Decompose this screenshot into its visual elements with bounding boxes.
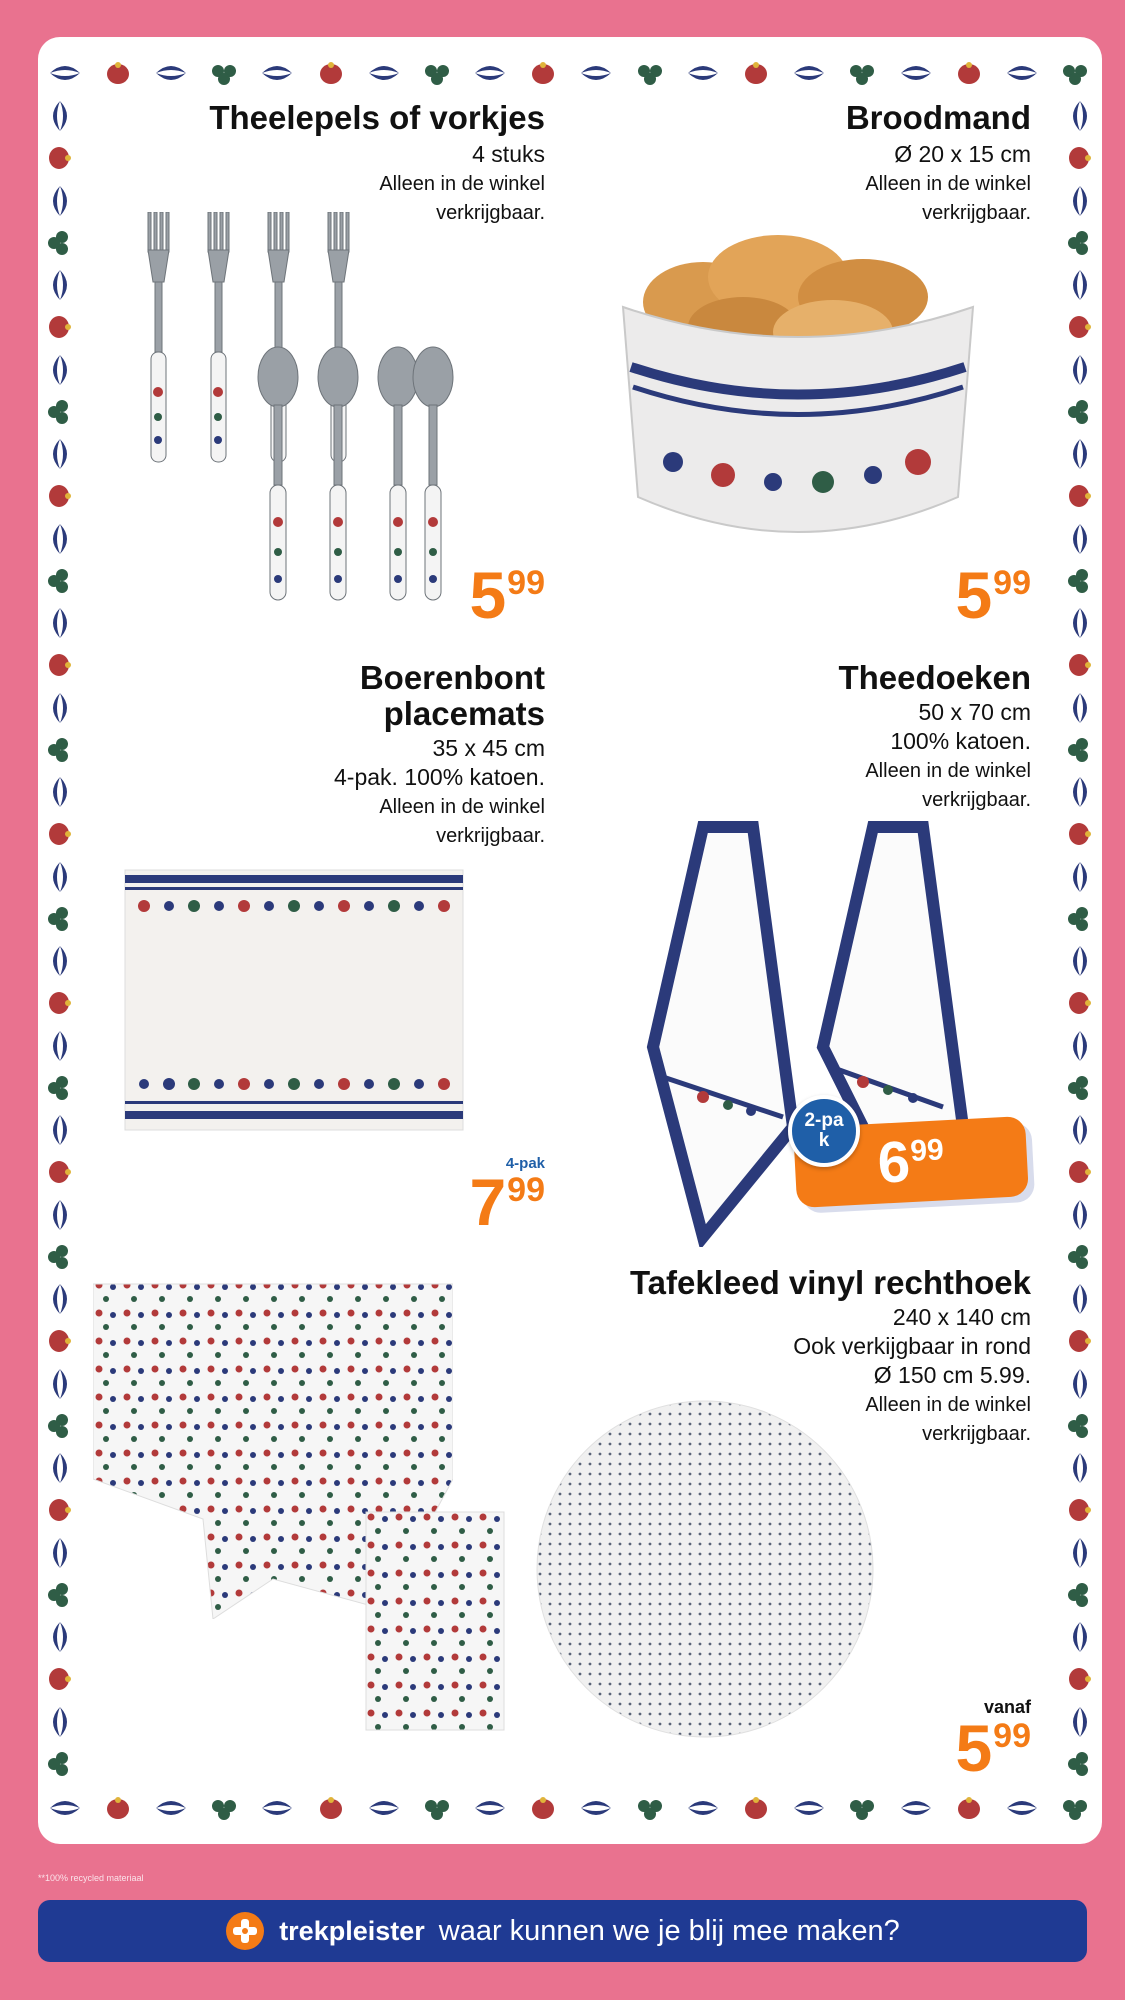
green-leaf-ornament-icon bbox=[1066, 226, 1094, 260]
blue-leaf-ornament-icon bbox=[46, 1113, 74, 1147]
blue-leaf-ornament-icon bbox=[473, 59, 507, 87]
red-flower-ornament-icon bbox=[46, 986, 74, 1020]
blue-leaf-ornament-icon bbox=[1066, 944, 1094, 978]
tablecloth-folded-image bbox=[365, 1511, 505, 1731]
footnote: **100% recycled materiaal bbox=[38, 1873, 144, 1883]
blue-leaf-ornament-icon bbox=[899, 1794, 933, 1822]
green-leaf-ornament-icon bbox=[46, 1240, 74, 1274]
product-note-breadbasket-2: verkrijgbaar. bbox=[922, 202, 1031, 224]
green-leaf-ornament-icon bbox=[46, 226, 74, 260]
green-leaf-ornament-icon bbox=[633, 1794, 667, 1822]
green-leaf-ornament-icon bbox=[1066, 902, 1094, 936]
blue-leaf-ornament-icon bbox=[46, 860, 74, 894]
blue-leaf-ornament-icon bbox=[46, 184, 74, 218]
blue-leaf-ornament-icon bbox=[1066, 860, 1094, 894]
price-label-placemats: 4-pak bbox=[505, 1155, 545, 1172]
red-flower-ornament-icon bbox=[46, 817, 74, 851]
blue-leaf-ornament-icon bbox=[579, 1794, 613, 1822]
product-title-tablecloth: Tafekleed vinyl rechthoek bbox=[629, 1264, 1031, 1301]
product-note-teatowels-1: Alleen in de winkel bbox=[865, 760, 1031, 782]
red-flower-ornament-icon bbox=[952, 59, 986, 87]
blue-leaf-ornament-icon bbox=[1066, 1705, 1094, 1739]
green-leaf-ornament-icon bbox=[1066, 1409, 1094, 1443]
blue-leaf-ornament-icon bbox=[792, 59, 826, 87]
blue-leaf-ornament-icon bbox=[46, 1198, 74, 1232]
ornament-border-bottom bbox=[38, 1790, 1102, 1826]
red-flower-ornament-icon bbox=[314, 1794, 348, 1822]
product-title-cutlery: Theelepels of vorkjes bbox=[209, 99, 545, 136]
red-flower-ornament-icon bbox=[1066, 479, 1094, 513]
blue-leaf-ornament-icon bbox=[260, 1794, 294, 1822]
blue-leaf-ornament-icon bbox=[48, 59, 82, 87]
blue-leaf-ornament-icon bbox=[579, 59, 613, 87]
multipack-badge bbox=[788, 1095, 860, 1167]
red-flower-ornament-icon bbox=[739, 59, 773, 87]
blue-leaf-ornament-icon bbox=[46, 1282, 74, 1316]
green-leaf-ornament-icon bbox=[1058, 59, 1092, 87]
price-main: 5 bbox=[469, 558, 507, 632]
green-leaf-ornament-icon bbox=[1066, 1747, 1094, 1781]
product-title-placemats-1: Boerenbont bbox=[359, 659, 545, 696]
breadbasket-image bbox=[613, 207, 983, 567]
blue-leaf-ornament-icon bbox=[1005, 59, 1039, 87]
red-flower-ornament-icon bbox=[46, 1493, 74, 1527]
red-flower-ornament-icon bbox=[1066, 986, 1094, 1020]
green-leaf-ornament-icon bbox=[46, 1578, 74, 1612]
red-flower-ornament-icon bbox=[46, 1155, 74, 1189]
brand-name: trekpleister bbox=[279, 1915, 425, 1946]
green-leaf-ornament-icon bbox=[1066, 1071, 1094, 1105]
price-placemats bbox=[469, 1165, 545, 1239]
green-leaf-ornament-icon bbox=[207, 59, 241, 87]
red-flower-ornament-icon bbox=[1066, 1155, 1094, 1189]
footer-bar[interactable] bbox=[38, 1900, 1087, 1962]
green-leaf-ornament-icon bbox=[1066, 1240, 1094, 1274]
blue-leaf-ornament-icon bbox=[46, 1367, 74, 1401]
blue-leaf-ornament-icon bbox=[899, 59, 933, 87]
price-cents: 99 bbox=[507, 1171, 545, 1209]
blue-leaf-ornament-icon bbox=[46, 1451, 74, 1485]
red-flower-ornament-icon bbox=[314, 59, 348, 87]
blue-leaf-ornament-icon bbox=[1066, 1536, 1094, 1570]
red-flower-ornament-icon bbox=[101, 1794, 135, 1822]
product-spec-tablecloth-3: Ø 150 cm 5.99. bbox=[873, 1362, 1031, 1388]
green-leaf-ornament-icon bbox=[1066, 1578, 1094, 1612]
blue-leaf-ornament-icon bbox=[1066, 1198, 1094, 1232]
blue-leaf-ornament-icon bbox=[1005, 1794, 1039, 1822]
blue-leaf-ornament-icon bbox=[46, 606, 74, 640]
red-flower-ornament-icon bbox=[46, 141, 74, 175]
product-spec-placemats-1: 35 x 45 cm bbox=[432, 735, 545, 761]
blue-leaf-ornament-icon bbox=[1066, 353, 1094, 387]
blue-leaf-ornament-icon bbox=[367, 59, 401, 87]
blue-leaf-ornament-icon bbox=[154, 59, 188, 87]
ornament-border-right bbox=[1062, 95, 1098, 1785]
red-flower-ornament-icon bbox=[1066, 1324, 1094, 1358]
product-note-breadbasket-1: Alleen in de winkel bbox=[865, 173, 1031, 195]
price-main: 5 bbox=[955, 1711, 993, 1785]
price-breadbasket bbox=[955, 558, 1031, 632]
blue-leaf-ornament-icon bbox=[48, 1794, 82, 1822]
red-flower-ornament-icon bbox=[1066, 817, 1094, 851]
ornament-border-top bbox=[38, 55, 1102, 91]
product-note-tablecloth-1: Alleen in de winkel bbox=[865, 1394, 1031, 1416]
blue-leaf-ornament-icon bbox=[792, 1794, 826, 1822]
green-leaf-ornament-icon bbox=[46, 902, 74, 936]
price-main: 5 bbox=[955, 558, 993, 632]
product-title-breadbasket: Broodmand bbox=[845, 99, 1031, 136]
blue-leaf-ornament-icon bbox=[1066, 606, 1094, 640]
blue-leaf-ornament-icon bbox=[367, 1794, 401, 1822]
green-leaf-ornament-icon bbox=[46, 733, 74, 767]
cutlery-image bbox=[118, 212, 458, 602]
product-spec-teatowels-2: 100% katoen. bbox=[890, 728, 1031, 754]
tablecloth-round-image bbox=[535, 1399, 875, 1739]
product-spec-breadbasket: Ø 20 x 15 cm bbox=[894, 141, 1031, 167]
product-spec-teatowels-1: 50 x 70 cm bbox=[918, 699, 1031, 725]
product-note-cutlery-1: Alleen in de winkel bbox=[379, 173, 545, 195]
blue-leaf-ornament-icon bbox=[1066, 691, 1094, 725]
product-title-teatowels: Theedoeken bbox=[838, 659, 1031, 696]
blue-leaf-ornament-icon bbox=[46, 437, 74, 471]
blue-leaf-ornament-icon bbox=[1066, 522, 1094, 556]
product-note-tablecloth-2: verkrijgbaar. bbox=[922, 1423, 1031, 1445]
price-cutlery bbox=[469, 558, 545, 632]
green-leaf-ornament-icon bbox=[46, 1071, 74, 1105]
product-spec-placemats-2: 4-pak. 100% katoen. bbox=[334, 764, 545, 790]
product-note-placemats-2: verkrijgbaar. bbox=[436, 825, 545, 847]
red-flower-ornament-icon bbox=[46, 310, 74, 344]
blue-leaf-ornament-icon bbox=[46, 1705, 74, 1739]
green-leaf-ornament-icon bbox=[1066, 564, 1094, 598]
product-spec-tablecloth-1: 240 x 140 cm bbox=[892, 1304, 1031, 1330]
red-flower-ornament-icon bbox=[739, 1794, 773, 1822]
red-flower-ornament-icon bbox=[46, 1662, 74, 1696]
blue-leaf-ornament-icon bbox=[1066, 268, 1094, 302]
green-leaf-ornament-icon bbox=[1066, 395, 1094, 429]
price-main: 7 bbox=[469, 1165, 507, 1239]
red-flower-ornament-icon bbox=[46, 479, 74, 513]
blue-leaf-ornament-icon bbox=[1066, 1367, 1094, 1401]
red-flower-ornament-icon bbox=[46, 1324, 74, 1358]
red-flower-ornament-icon bbox=[952, 1794, 986, 1822]
blue-leaf-ornament-icon bbox=[46, 99, 74, 133]
product-spec-tablecloth-2: Ook verkijgbaar in rond bbox=[793, 1333, 1031, 1359]
green-leaf-ornament-icon bbox=[845, 59, 879, 87]
blue-leaf-ornament-icon bbox=[1066, 1282, 1094, 1316]
red-flower-ornament-icon bbox=[1066, 310, 1094, 344]
blue-leaf-ornament-icon bbox=[686, 1794, 720, 1822]
blue-leaf-ornament-icon bbox=[1066, 99, 1094, 133]
red-flower-ornament-icon bbox=[1066, 1493, 1094, 1527]
red-flower-ornament-icon bbox=[526, 1794, 560, 1822]
price-tablecloth bbox=[955, 1711, 1031, 1785]
blue-leaf-ornament-icon bbox=[686, 59, 720, 87]
price-main: 6 bbox=[875, 1129, 912, 1196]
product-note-cutlery-2: verkrijgbaar. bbox=[436, 202, 545, 224]
blue-leaf-ornament-icon bbox=[46, 944, 74, 978]
price-cents: 99 bbox=[993, 564, 1031, 602]
blue-leaf-ornament-icon bbox=[1066, 1029, 1094, 1063]
multipack-badge-label: 2-pak bbox=[804, 1110, 844, 1151]
green-leaf-ornament-icon bbox=[46, 395, 74, 429]
red-flower-ornament-icon bbox=[1066, 648, 1094, 682]
blue-leaf-ornament-icon bbox=[1066, 1451, 1094, 1485]
green-leaf-ornament-icon bbox=[633, 59, 667, 87]
product-note-teatowels-2: verkrijgbaar. bbox=[922, 789, 1031, 811]
blue-leaf-ornament-icon bbox=[1066, 184, 1094, 218]
product-spec-cutlery: 4 stuks bbox=[472, 141, 545, 167]
red-flower-ornament-icon bbox=[526, 59, 560, 87]
blue-leaf-ornament-icon bbox=[1066, 1620, 1094, 1654]
green-leaf-ornament-icon bbox=[46, 1409, 74, 1443]
green-leaf-ornament-icon bbox=[1058, 1794, 1092, 1822]
green-leaf-ornament-icon bbox=[420, 59, 454, 87]
price-label-tablecloth: vanaf bbox=[983, 1697, 1031, 1717]
placemat-image bbox=[124, 869, 464, 1131]
ornament-border-left bbox=[42, 95, 78, 1785]
product-title-placemats-2: placemats bbox=[383, 695, 545, 732]
green-leaf-ornament-icon bbox=[46, 564, 74, 598]
red-flower-ornament-icon bbox=[46, 648, 74, 682]
blue-leaf-ornament-icon bbox=[1066, 1113, 1094, 1147]
red-flower-ornament-icon bbox=[1066, 1662, 1094, 1696]
red-flower-ornament-icon bbox=[1066, 141, 1094, 175]
blue-leaf-ornament-icon bbox=[46, 268, 74, 302]
green-leaf-ornament-icon bbox=[1066, 733, 1094, 767]
red-flower-ornament-icon bbox=[101, 59, 135, 87]
product-note-placemats-1: Alleen in de winkel bbox=[379, 796, 545, 818]
blue-leaf-ornament-icon bbox=[46, 1620, 74, 1654]
blue-leaf-ornament-icon bbox=[1066, 775, 1094, 809]
trekpleister-logo-icon bbox=[225, 1911, 265, 1951]
price-teatowels bbox=[875, 1129, 945, 1196]
green-leaf-ornament-icon bbox=[207, 1794, 241, 1822]
green-leaf-ornament-icon bbox=[845, 1794, 879, 1822]
blue-leaf-ornament-icon bbox=[473, 1794, 507, 1822]
blue-leaf-ornament-icon bbox=[154, 1794, 188, 1822]
blue-leaf-ornament-icon bbox=[1066, 437, 1094, 471]
blue-leaf-ornament-icon bbox=[46, 1536, 74, 1570]
slogan: waar kunnen we je blij mee maken? bbox=[438, 1914, 900, 1947]
blue-leaf-ornament-icon bbox=[46, 775, 74, 809]
blue-leaf-ornament-icon bbox=[46, 691, 74, 725]
folder-page bbox=[38, 37, 1102, 1844]
blue-leaf-ornament-icon bbox=[46, 1029, 74, 1063]
blue-leaf-ornament-icon bbox=[260, 59, 294, 87]
price-cents: 99 bbox=[909, 1133, 945, 1168]
blue-leaf-ornament-icon bbox=[46, 353, 74, 387]
price-cents: 99 bbox=[507, 564, 545, 602]
blue-leaf-ornament-icon bbox=[46, 522, 74, 556]
green-leaf-ornament-icon bbox=[420, 1794, 454, 1822]
price-cents: 99 bbox=[993, 1717, 1031, 1755]
green-leaf-ornament-icon bbox=[46, 1747, 74, 1781]
